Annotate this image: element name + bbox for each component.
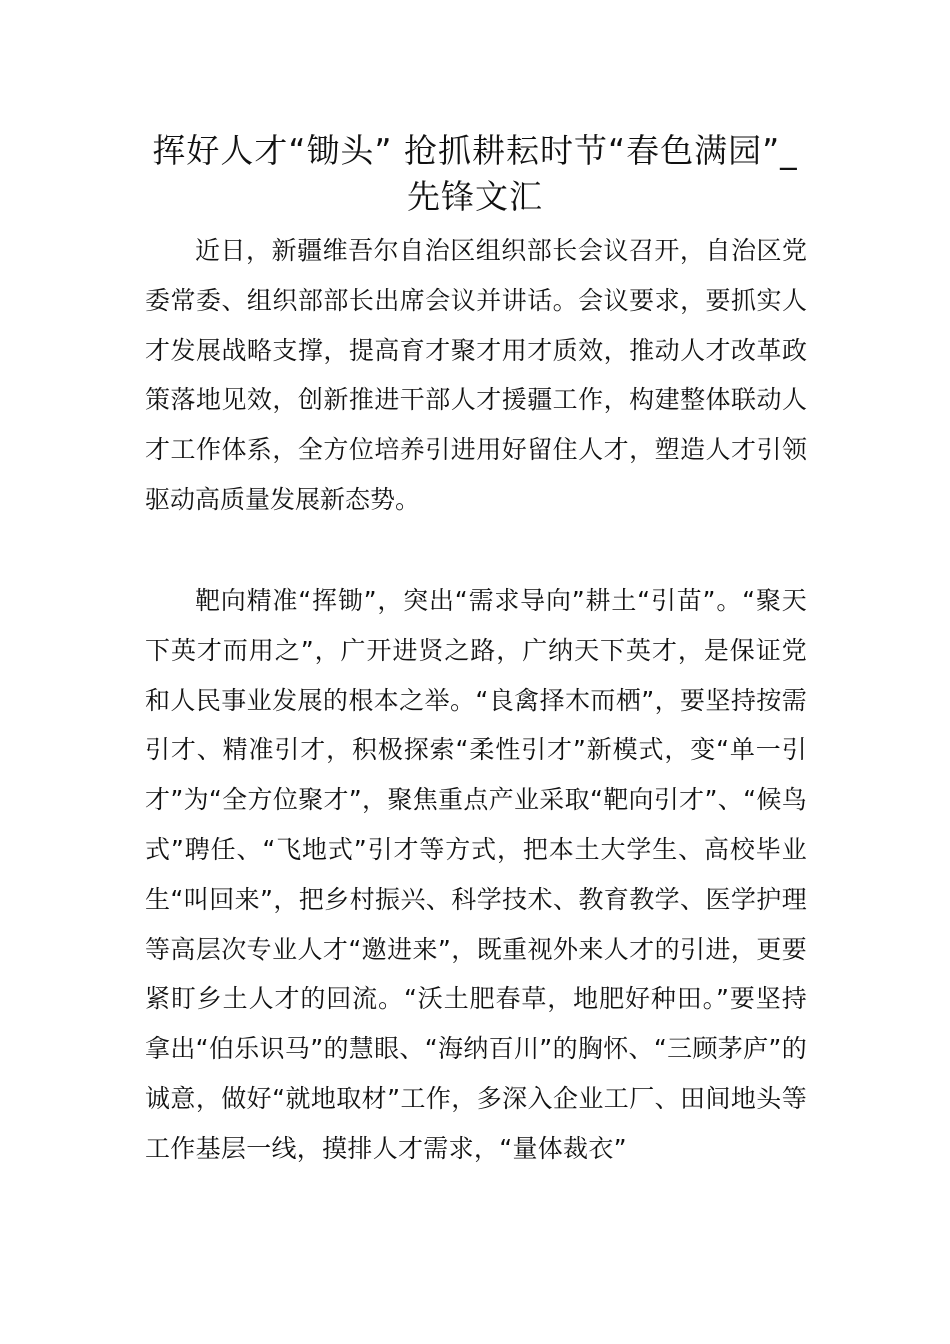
paragraph-precise-recruitment: 靶向精准“挥锄”，突出“需求导向”耕土“引苗”。“聚天下英才而用之”，广开进贤之路，广纳天下英才，是保证党和人民事业发展的根本之举。“良禽择木而栖”，要坚持按需引才、精准引才，积极探索“柔性引才”新模式，变“单一引才”为“全方位聚才”，聚焦重点产业采取“靶向引才”、“候鸟式”聘任、“飞地式”引才等方式，把本土大学生、高校毕业生“叫回来”，把乡村振兴、科学技术、教育教学、医学护理等高层次专业人才“邀进来”，既重视外来人才的引进，更要紧盯乡土人才的回流。“沃土肥春草，地肥好种田。”要坚持拿出“伯乐识马”的慧眼、“海纳百川”的胸怀、“三顾茅庐”的诚意，做好“就地取材”工作，多深入企业工厂、田间地头等工作基层一线，摸排人才需求，“量体裁衣”	[145, 586, 807, 1163]
document-title: 挥好人才“锄头” 抢抓耕耘时节“春色满园”_先锋文汇	[152, 131, 798, 216]
paragraph-intro: 近日，新疆维吾尔自治区组织部长会议召开，自治区党委常委、组织部部长出席会议并讲话。会议要求，要抓实人才发展战略支撑，提高育才聚才用才质效，推动人才改革政策落地见效，创新推进干部人才援疆工作，构建整体联动人才工作体系，全方位培养引进用好留住人才，塑造人才引领驱动高质量发展新态势。	[145, 236, 807, 514]
